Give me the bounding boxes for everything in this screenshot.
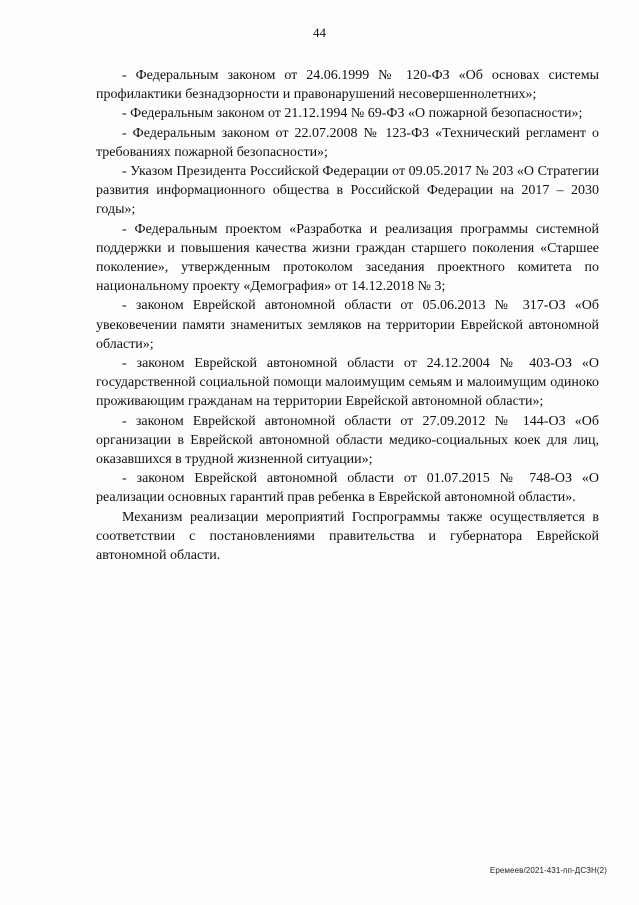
paragraph-regional-law-748: - законом Еврейской автономной области от 01.07.2015 № 748-ОЗ «О реализации основных гарантий прав ребенка в Еврейской автономной области». <box>96 471 599 506</box>
paragraph-presidential-decree-203: - Указом Президента Российской Федерации от 09.05.2017 № 203 «О Стратегии развития информационного общества в Российской Федерации на 2017 – 2030 годы»; <box>96 164 599 218</box>
paragraph-federal-project-older-generation: - Федеральным проектом «Разработка и реализация программы системной поддержки и повышения качества жизни граждан старшего поколения «Старшее поколение», утвержденным протоколом заседания проектного комитета по национальному проекту «Демография» от 14.12.2018 № 3; <box>96 221 599 295</box>
document-body <box>96 66 599 565</box>
paragraph-federal-law-120: - Федеральным законом от 24.06.1999 № 120-ФЗ «Об основах системы профилактики безнадзорности и правонарушений несовершеннолетних»; <box>96 68 599 103</box>
page-number: 44 <box>313 25 326 40</box>
footer-document-reference: Еремеев/2021-431-пп-ДСЗН(2) <box>489 866 607 875</box>
paragraph-federal-law-69: - Федеральным законом от 21.12.1994 № 69-ФЗ «О пожарной безопасности»; <box>122 106 583 122</box>
paragraph-regional-law-317: - законом Еврейской автономной области от 05.06.2013 № 317-ОЗ «Об увековечении памяти знаменитых земляков на территории Еврейской автономной области»; <box>96 298 599 352</box>
paragraph-regional-law-403: - законом Еврейской автономной области от 24.12.2004 № 403-ОЗ «О государственной социальной помощи малоимущим семьям и малоимущим одиноко проживающим гражданам на территории Еврейской автономной области»; <box>96 356 599 410</box>
paragraph-implementation-mechanism: Механизм реализации мероприятий Госпрограммы также осуществляется в соответствии с постановлениями правительства и губернатора Еврейской автономной области. <box>96 509 599 564</box>
paragraph-regional-law-144: - законом Еврейской автономной области от 27.09.2012 № 144-ОЗ «Об организации в Еврейской автономной области медико-социальных коек для лиц, оказавшихся в трудной жизненной ситуации»; <box>96 413 599 468</box>
paragraph-federal-law-123: - Федеральным законом от 22.07.2008 № 123-ФЗ «Технический регламент о требованиях пожарной безопасности»; <box>96 125 599 160</box>
